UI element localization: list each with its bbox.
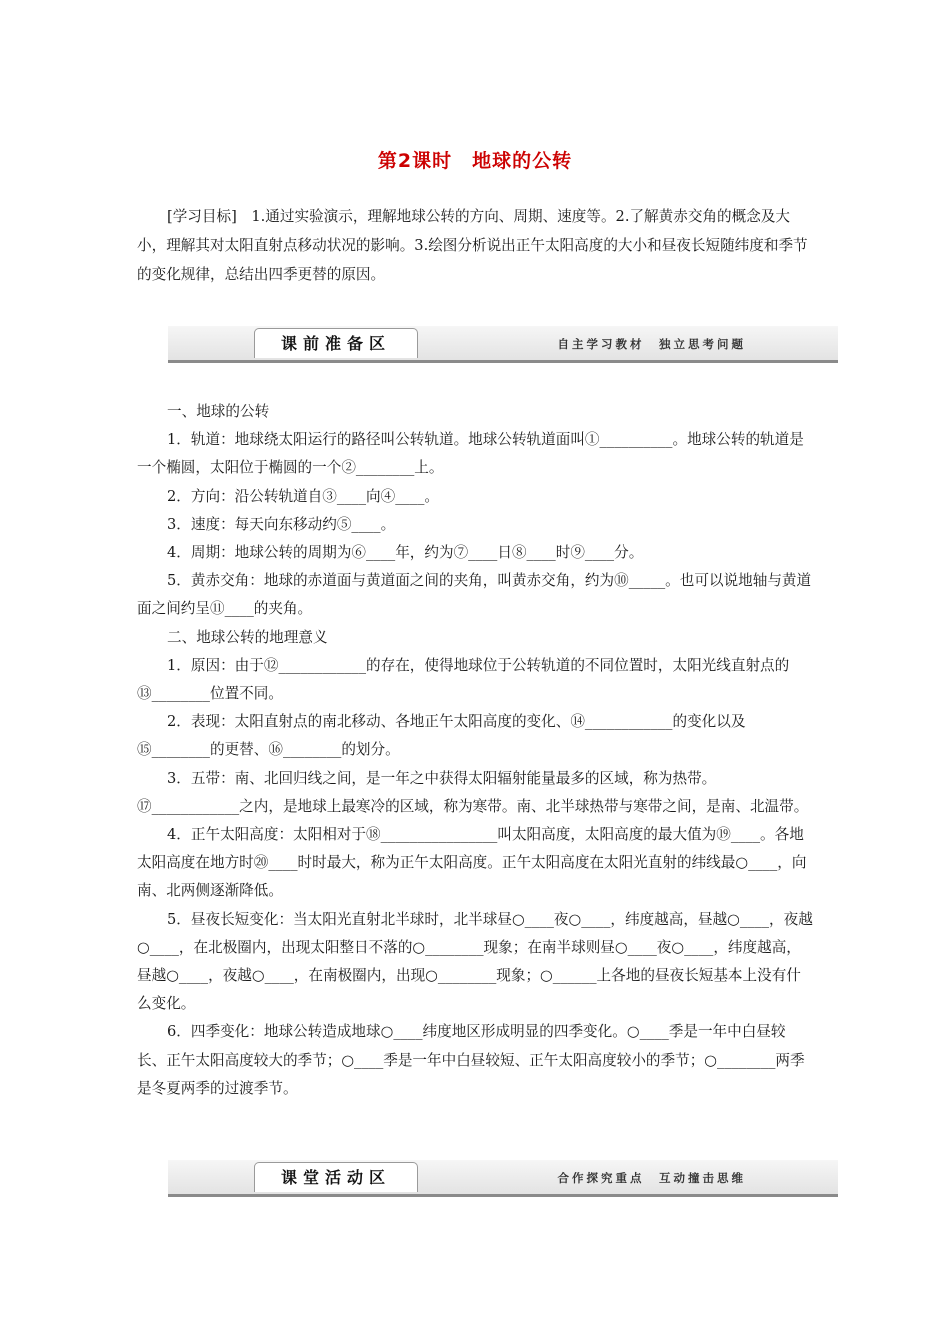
preview-content — [137, 398, 813, 1103]
banner-label: 课前准备区 — [254, 328, 418, 358]
item-cause: 1．原因：由于⑫____________的存在，使得地球位于公转轨道的不同位置时，太阳光线直射点的⑬________位置不同。 — [137, 656, 790, 703]
lesson-title: 第2课时 地球的公转 — [377, 150, 573, 172]
learning-objectives: [学习目标] 1.通过实验演示，理解地球公转的方向、周期、速度等。2.了解黄赤交角的概念及大小，理解其对太阳直射点移动状况的影响。3.绘图分析说出正午太阳高度的大小和昼夜长短随纬度和季节的变化规律，总结出四季更替的原因。 — [137, 208, 808, 283]
banner-tagline: 自主学习教材 独立思考问题 — [557, 337, 746, 351]
item-direction: 2．方向：沿公转轨道自③____向④____。 — [167, 487, 439, 505]
item-speed: 3．速度：每天向东移动约⑤____。 — [167, 515, 396, 533]
item-day-night-length: 5．昼夜长短变化：当太阳光直射北半球时，北半球昼○____夜○____，纬度越高，昼越○____，夜越○____，在北极圈内，出现太阳整日不落的○________现象；在南半球则昼○____夜○____，纬度越高，昼越○____，夜越○____，在南极圈内，出现○________现象；○______上各地的昼夜长短基本上没有什么变化。 — [137, 910, 813, 1013]
section-banner-preview — [168, 326, 838, 363]
banner-tagline: 合作探究重点 互动撞击思维 — [557, 1171, 746, 1185]
item-five-zones: 3．五带：南、北回归线之间，是一年之中获得太阳辐射能量最多的区域，称为热带。⑰____________之内，是地球上最寒冷的区域，称为寒带。南、北半球热带与寒带之间，是南、北温带。 — [137, 769, 809, 815]
section-banner-classroom — [168, 1160, 838, 1197]
banner-label: 课堂活动区 — [254, 1162, 418, 1192]
item-orbit: 1．轨道：地球绕太阳运行的路径叫公转轨道。地球公转轨道面叫①__________。地球公转的轨道是一个椭圆，太阳位于椭圆的一个②________上。 — [137, 431, 804, 477]
item-noon-sun-altitude: 4．正午太阳高度：太阳相对于⑱________________叫太阳高度，太阳高度的最大值为⑲____。各地太阳高度在地方时⑳____时时最大，称为正午太阳高度。正午太阳高度在太阳光直射的纬线最○____，向南、北两侧逐渐降低。 — [137, 826, 807, 900]
heading-revolution: 一、地球的公转 — [167, 403, 270, 420]
item-manifestation: 2．表现：太阳直射点的南北移动、各地正午太阳高度的变化、⑭____________的变化以及⑮________的更替、⑯________的划分。 — [137, 713, 746, 759]
item-period: 4．周期：地球公转的周期为⑥____年，约为⑦____日⑧____时⑨____分。 — [167, 544, 644, 562]
item-seasons: 6．四季变化：地球公转造成地球○____纬度地区形成明显的四季变化。○____季是一年中白昼较长、正午太阳高度较大的季节；○____季是一年中白昼较短、正午太阳高度较小的季节；○________两季是冬夏两季的过渡季节。 — [137, 1023, 805, 1097]
item-obliquity: 5．黄赤交角：地球的赤道面与黄道面之间的夹角，叫黄赤交角，约为⑩_____。也可以说地轴与黄道面之间约呈⑪____的夹角。 — [137, 572, 812, 618]
heading-significance: 二、地球公转的地理意义 — [167, 628, 328, 646]
